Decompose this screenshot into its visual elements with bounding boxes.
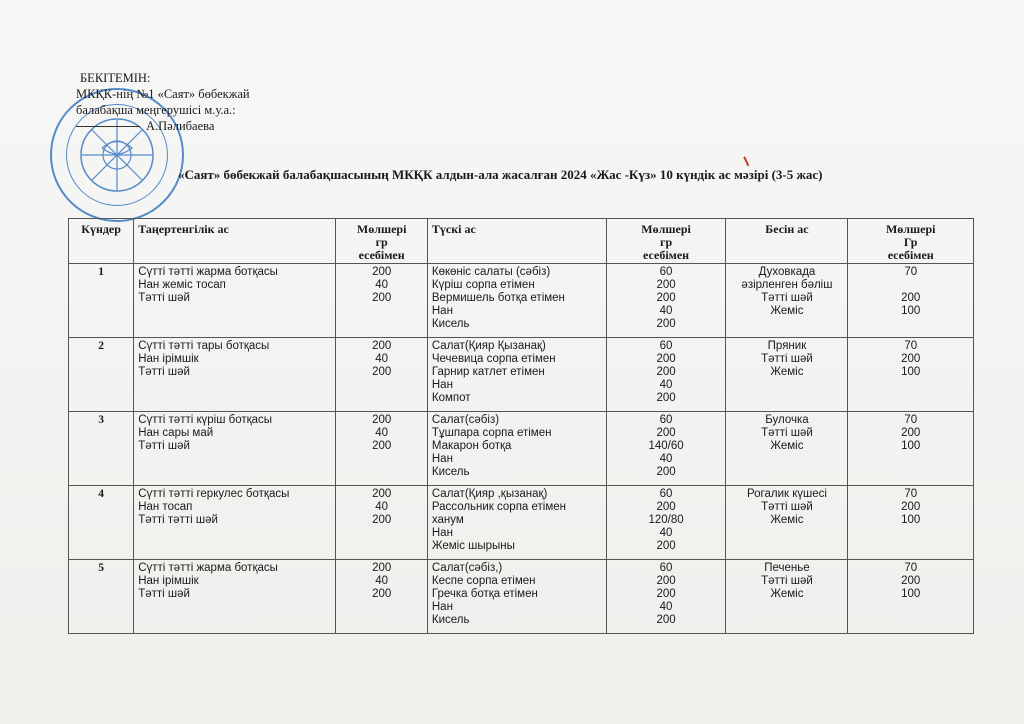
- cell-line: Печенье: [764, 562, 810, 574]
- approval-heading: БЕКІТЕМІН:: [80, 71, 151, 85]
- snack-quantity-cell: [848, 412, 974, 486]
- cell-line: 40: [659, 305, 673, 317]
- cell-line: Тәтті шәй: [761, 427, 813, 439]
- cell-line: Нан тосап: [138, 501, 193, 513]
- document-title: «Саят» бөбекжай балабақшасының МКҚК алдын-ала жасалған 2024 «Жас -Күз» 10 күндік ас мәзірі (3-5 жас): [178, 167, 823, 182]
- header-snack: Бесін ас: [726, 219, 848, 264]
- cell-line: 200: [656, 614, 676, 626]
- cell-line: 40: [375, 427, 389, 439]
- cell-line: Кисель: [431, 466, 470, 478]
- cell-line: 60: [659, 562, 673, 574]
- snack-quantity-cell: [848, 486, 974, 560]
- cell-line: 200: [372, 366, 392, 378]
- cell-line: Тәтті шәй: [138, 440, 190, 452]
- cell-line: 60: [659, 488, 673, 500]
- cell-line: Нан: [431, 601, 453, 613]
- snack-cell: [726, 412, 848, 486]
- cell-line: 70: [904, 562, 918, 574]
- table-row: [69, 264, 974, 338]
- snack-quantity-cell: [848, 264, 974, 338]
- cell-line: 140/60: [648, 440, 684, 452]
- cell-line: 200: [656, 427, 676, 439]
- cell-line: Кисель: [431, 614, 470, 626]
- cell-line: 200: [372, 292, 392, 304]
- lunch-quantity-cell: [606, 486, 726, 560]
- header-breakfast: Таңертенгілік ас: [134, 219, 336, 264]
- cell-line: Жеміс: [770, 366, 804, 378]
- menu-table: [68, 218, 974, 634]
- cell-line: Кисель: [431, 318, 470, 330]
- cell-line: 40: [375, 575, 389, 587]
- cell-line: Жеміс: [770, 588, 804, 600]
- cell-line: Жеміс: [770, 514, 804, 526]
- lunch-cell: [427, 486, 606, 560]
- cell-line: Жеміс шырыны: [431, 540, 515, 552]
- cell-line: Нан ірімшік: [138, 575, 199, 587]
- cell-line: Рогалик күшесі: [746, 488, 827, 500]
- cell-line: Духовкада: [758, 266, 816, 278]
- lunch-quantity-cell: [606, 264, 726, 338]
- cell-line: 200: [372, 488, 392, 500]
- cell-line: 40: [659, 453, 673, 465]
- lunch-cell: [427, 412, 606, 486]
- breakfast-cell: [134, 264, 336, 338]
- cell-line: Көкөніс салаты (сәбіз): [431, 266, 551, 278]
- lunch-quantity-cell: [606, 560, 726, 634]
- table-row: [69, 486, 974, 560]
- table-row: [69, 338, 974, 412]
- day-cell: 5: [69, 560, 134, 634]
- cell-line: Сүтті тәтті күріш ботқасы: [138, 414, 273, 426]
- cell-line: 200: [372, 340, 392, 352]
- cell-line: 200: [372, 440, 392, 452]
- cell-line: 200: [372, 266, 392, 278]
- header-lunch: Түскі ас: [427, 219, 606, 264]
- cell-line: Тәтті шәй: [761, 501, 813, 513]
- snack-quantity-cell: [848, 560, 974, 634]
- cell-line: Сүтті тәтті жарма ботқасы: [138, 562, 278, 574]
- cell-line: Тәтті шәй: [761, 575, 813, 587]
- breakfast-cell: [134, 486, 336, 560]
- cell-line: 100: [901, 440, 921, 452]
- cell-line: 200: [656, 466, 676, 478]
- cell-line: 200: [656, 292, 676, 304]
- cell-line: Салат(Қияр ,қызанақ): [431, 488, 548, 500]
- cell-line: Жеміс: [770, 305, 804, 317]
- day-cell: 3: [69, 412, 134, 486]
- cell-line: 70: [904, 488, 918, 500]
- breakfast-quantity-cell: [336, 560, 427, 634]
- cell-line: 200: [656, 318, 676, 330]
- cell-line: Кеспе сорпа етімен: [431, 575, 536, 587]
- cell-line: Тұшпара сорпа етімен: [431, 427, 552, 439]
- header-quantity-snack: Мөлшері Гр есебімен: [848, 219, 974, 264]
- cell-line: Тәтті шәй: [761, 353, 813, 365]
- day-cell: 4: [69, 486, 134, 560]
- cell-line: 200: [372, 588, 392, 600]
- cell-line: Сүтті тәтті тары ботқасы: [138, 340, 270, 352]
- cell-line: Пряник: [767, 340, 807, 352]
- cell-line: 200: [656, 575, 676, 587]
- header-quantity-lunch: Мөлшері гр есебімен: [606, 219, 726, 264]
- cell-line: 200: [901, 575, 921, 587]
- cell-line: 60: [659, 340, 673, 352]
- cell-line: Булочка: [765, 414, 809, 426]
- snack-cell: [726, 560, 848, 634]
- breakfast-cell: [134, 560, 336, 634]
- lunch-cell: [427, 338, 606, 412]
- lunch-cell: [427, 264, 606, 338]
- cell-line: Нан жеміс тосап: [138, 279, 226, 291]
- cell-line: Сүтті тәтті жарма ботқасы: [138, 266, 278, 278]
- cell-line: 100: [901, 514, 921, 526]
- snack-quantity-cell: [848, 338, 974, 412]
- cell-line: 200: [656, 588, 676, 600]
- cell-line: ханум: [431, 514, 464, 526]
- cell-line: Тәтті шәй: [138, 292, 190, 304]
- cell-line: Нан ірімшік: [138, 353, 199, 365]
- approval-name: А.Пәлибаева: [146, 119, 215, 133]
- cell-line: Нан сары май: [138, 427, 214, 439]
- header-quantity-breakfast: Мөлшері гр есебімен: [336, 219, 427, 264]
- cell-line: 200: [656, 392, 676, 404]
- cell-line: Тәтті шәй: [761, 292, 813, 304]
- day-cell: 1: [69, 264, 134, 338]
- cell-line: 70: [904, 414, 918, 426]
- cell-line: 200: [901, 427, 921, 439]
- pen-mark: [743, 154, 754, 166]
- cell-line: Салат(сәбіз): [431, 414, 500, 426]
- cell-line: Компот: [431, 392, 471, 404]
- cell-line: 200: [901, 501, 921, 513]
- cell-line: 200: [901, 353, 921, 365]
- cell-line: 200: [372, 562, 392, 574]
- cell-line: Салат(сәбіз,): [431, 562, 503, 574]
- cell-line: Вермишель ботқа етімен: [431, 292, 565, 304]
- cell-line: 200: [372, 414, 392, 426]
- approval-signature-line: [76, 118, 250, 134]
- cell-line: 100: [901, 366, 921, 378]
- cell-line: 120/80: [648, 514, 684, 526]
- cell-line: 100: [901, 305, 921, 317]
- breakfast-quantity-cell: [336, 412, 427, 486]
- cell-line: Тәтті тәтті шәй: [138, 514, 218, 526]
- cell-line: 100: [901, 588, 921, 600]
- approval-organization: МКҚК-нің №1 «Саят» бөбекжай: [76, 87, 250, 101]
- cell-line: 40: [375, 353, 389, 365]
- cell-line: Чечевица сорпа етімен: [431, 353, 556, 365]
- cell-line: 40: [659, 527, 673, 539]
- cell-line: 200: [372, 514, 392, 526]
- cell-line: Салат(Қияр Қызанақ): [431, 340, 546, 352]
- snack-cell: [726, 486, 848, 560]
- cell-line: 40: [659, 379, 673, 391]
- cell-line: 200: [656, 279, 676, 291]
- cell-line: Сүтті тәтті геркулес ботқасы: [138, 488, 290, 500]
- breakfast-cell: [134, 338, 336, 412]
- approval-position: балабақша меңгерушісі м.у.а.:: [76, 103, 236, 117]
- table-row: [69, 412, 974, 486]
- cell-line: 70: [904, 266, 918, 278]
- cell-line: Жеміс: [770, 440, 804, 452]
- breakfast-quantity-cell: [336, 338, 427, 412]
- cell-line: 200: [656, 540, 676, 552]
- cell-line: Күріш сорпа етімен: [431, 279, 535, 291]
- cell-line: 200: [656, 353, 676, 365]
- table-header-row: [69, 219, 974, 264]
- cell-line: Тәтті шәй: [138, 588, 190, 600]
- breakfast-quantity-cell: [336, 264, 427, 338]
- cell-line: Рассольник сорпа етімен: [431, 501, 567, 513]
- snack-cell: [726, 338, 848, 412]
- cell-line: 60: [659, 266, 673, 278]
- cell-line: [852, 279, 969, 292]
- lunch-quantity-cell: [606, 412, 726, 486]
- snack-cell: [726, 264, 848, 338]
- approval-block: [76, 70, 250, 134]
- header-day: Күндер: [69, 219, 134, 264]
- breakfast-quantity-cell: [336, 486, 427, 560]
- cell-line: әзірленген бәліш: [741, 279, 833, 291]
- cell-line: 60: [659, 414, 673, 426]
- cell-line: Гарнир катлет етімен: [431, 366, 545, 378]
- cell-line: 40: [375, 279, 389, 291]
- table-row: [69, 560, 974, 634]
- cell-line: Тәтті шәй: [138, 366, 190, 378]
- cell-line: Макарон ботқа: [431, 440, 512, 452]
- cell-line: Нан: [431, 527, 453, 539]
- cell-line: 200: [901, 292, 921, 304]
- cell-line: Нан: [431, 379, 453, 391]
- lunch-cell: [427, 560, 606, 634]
- cell-line: 40: [375, 501, 389, 513]
- cell-line: Нан: [431, 453, 453, 465]
- cell-line: 200: [656, 501, 676, 513]
- cell-line: 40: [659, 601, 673, 613]
- cell-line: Нан: [431, 305, 453, 317]
- lunch-quantity-cell: [606, 338, 726, 412]
- day-cell: 2: [69, 338, 134, 412]
- breakfast-cell: [134, 412, 336, 486]
- cell-line: Гречка ботқа етімен: [431, 588, 538, 600]
- cell-line: 200: [656, 366, 676, 378]
- cell-line: 70: [904, 340, 918, 352]
